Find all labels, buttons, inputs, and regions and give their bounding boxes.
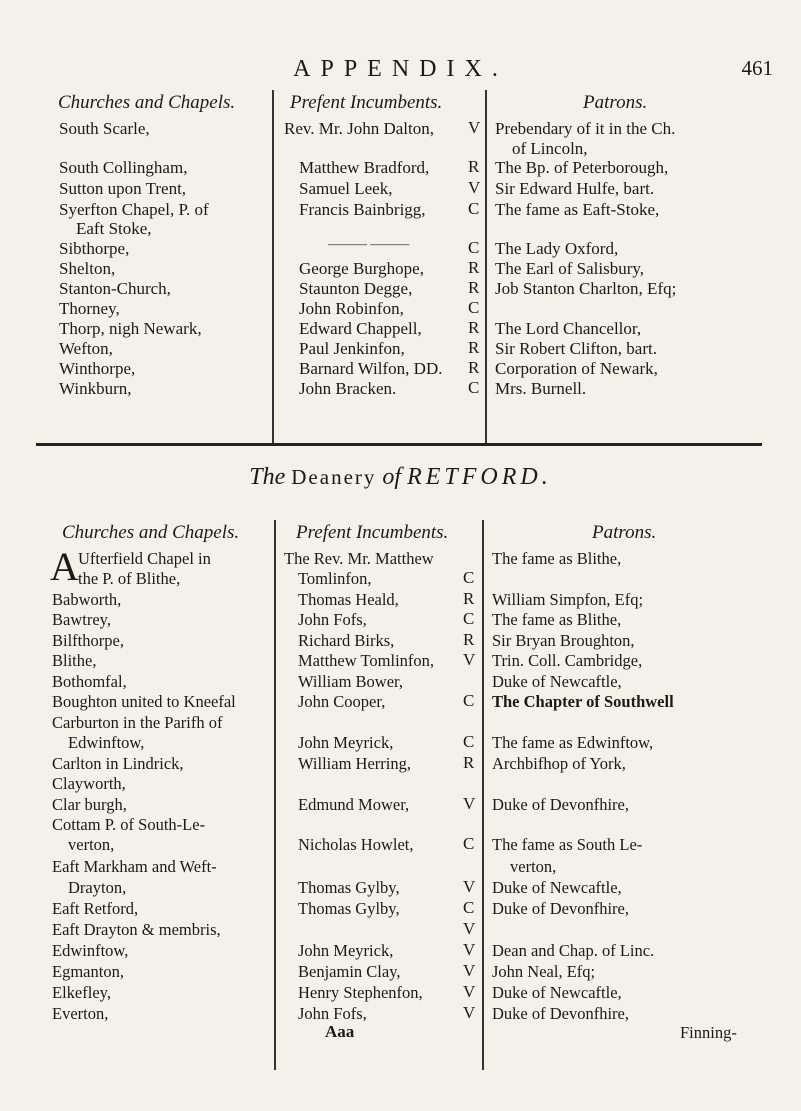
church-entry: Egmanton, [52,962,124,981]
incumbent-entry: William Bower, [298,672,403,691]
column-rule [272,90,274,445]
drop-cap: A [50,544,79,589]
living-type: V [463,982,476,1001]
catchword: Finning- [680,1023,737,1042]
church-entry: Elkefley, [52,983,111,1002]
living-type: R [463,589,475,608]
living-type: V [463,961,476,980]
church-entry: Thorp, nigh Newark, [59,319,202,338]
patron-entry: Sir Edward Hulfe, bart. [495,179,655,198]
column-rule [274,520,276,1070]
patron-entry: Job Stanton Charlton, Efq; [495,279,677,298]
patron-entry: The Chapter of Southwell [492,692,674,711]
patron-entry: The fame as Blithe, [492,549,622,568]
living-type: C [468,378,480,397]
patron-entry: Duke of Devonfhire, [492,795,629,814]
patron-entry: John Neal, Efq; [492,962,596,981]
living-type: C [463,898,475,917]
church-entry: Clar burgh, [52,795,127,814]
church-entry: South Collingham, [59,158,188,177]
incumbent-entry: Barnard Wilfon, DD. [299,359,443,378]
column-rule [485,90,487,445]
church-entry: Sutton upon Trent, [59,179,187,198]
incumbent-entry: John Robinfon, [299,299,404,318]
church-entry: Eaft Retford, [52,899,139,918]
living-type: V [468,118,481,137]
incumbent-entry: Benjamin Clay, [298,962,401,981]
appendix-title: APPENDIX. [293,56,508,82]
patron-entry: Corporation of Newark, [495,359,658,378]
living-type: R [468,358,480,377]
incumbent-entry: Paul Jenkinfon, [299,339,405,358]
incumbent-entry: Henry Stephenfon, [298,983,423,1002]
patron-entry: Duke of Newcaftle, [492,672,622,691]
church-entry: Carlton in Lindrick, [52,754,184,773]
incumbent-entry: Thomas Heald, [298,590,399,609]
column-rule [482,520,484,1070]
living-type: R [468,157,480,176]
incumbent-entry: Staunton Degge, [299,279,413,298]
church-entry: Everton, [52,1004,109,1023]
church-entry-cont: verton, [68,835,115,854]
incumbent-entry: Francis Bainbrigg, [299,200,426,219]
church-entry: Thorney, [59,299,120,318]
church-entry: Syerfton Chapel, P. of [59,200,209,219]
patron-entry: Archbifhop of York, [492,754,626,773]
patron-entry: The Lord Chancellor, [495,319,642,338]
church-entry: Eaft Drayton & membris, [52,920,221,939]
living-type: R [468,258,480,277]
living-type: R [468,278,480,297]
incumbent-entry: John Meyrick, [298,941,394,960]
living-type: V [463,877,476,896]
church-entry-cont: Drayton, [68,878,127,897]
col-heading-churches: Churches and Chapels. [62,522,240,543]
patron-entry: The Lady Oxford, [495,239,619,258]
church-entry-cont: Edwinftow, [68,733,145,752]
signature-mark: Aaa [325,1022,355,1041]
incumbent-entry: Edmund Mower, [298,795,410,814]
patron-entry: Duke of Devonfhire, [492,1004,629,1023]
section-divider [36,443,762,446]
patron-entry: Sir Bryan Broughton, [492,631,635,650]
patron-entry: Duke of Newcaftle, [492,878,622,897]
patron-entry: The Bp. of Peterborough, [495,158,669,177]
church-entry: Boughton united to Kneefal [52,692,236,711]
church-entry: Carburton in the Parifh of [52,713,223,732]
church-entry: Stanton-Church, [59,279,171,298]
patron-entry: The fame as South Le- [492,835,643,854]
living-type: C [468,199,480,218]
incumbent-entry: John Fofs, [298,1004,367,1023]
patron-entry: Duke of Newcaftle, [492,983,622,1002]
church-entry: Wefton, [59,339,113,358]
patron-entry: The Earl of Salisbury, [495,259,645,278]
patron-entry: Trin. Coll. Cambridge, [492,651,643,670]
living-type: V [463,940,476,959]
living-type: C [463,732,475,751]
incumbent-entry: Samuel Leek, [299,179,393,198]
living-type: V [468,178,481,197]
living-type: R [463,630,475,649]
patron-entry: The fame as Blithe, [492,610,622,629]
patron-entry: The fame as Eaft-Stoke, [495,200,660,219]
living-type: C [463,568,475,587]
col-heading-churches: Churches and Chapels. [58,92,236,113]
patron-entry-cont: of Lincoln, [512,139,588,158]
incumbent-blank: ——— ——— [328,236,410,251]
church-entry: Bothomfal, [52,672,127,691]
living-type: V [463,919,476,938]
patron-entry: Sir Robert Clifton, bart. [495,339,657,358]
church-entry-cont: Eaft Stoke, [76,219,152,238]
incumbent-entry: John Fofs, [298,610,367,629]
church-entry: Winkburn, [59,379,132,398]
living-type: V [463,794,476,813]
incumbent-entry: Nicholas Howlet, [298,835,414,854]
church-entry: Cottam P. of South-Le- [52,815,206,834]
patron-entry: Duke of Devonfhire, [492,899,629,918]
incumbent-entry: George Burghope, [299,259,424,278]
col-heading-incumbents: Prefent Incumbents. [290,92,443,113]
church-entry: Blithe, [52,651,97,670]
deanery-heading: The Deanery of RETFORD. [249,464,552,490]
incumbent-entry: John Bracken. [299,379,397,398]
incumbent-entry: John Cooper, [298,692,386,711]
incumbent-entry: Tomlinfon, [298,569,372,588]
incumbent-entry: Matthew Tomlinfon, [298,651,435,670]
living-type: R [468,338,480,357]
patron-entry: Prebendary of it in the Ch. [495,119,676,138]
running-header [0,56,801,83]
living-type: C [463,691,475,710]
living-type: V [463,650,476,669]
col-heading-incumbents: Prefent Incumbents. [296,522,449,543]
patron-entry: Dean and Chap. of Linc. [492,941,655,960]
col-heading-patrons: Patrons. [583,92,648,113]
church-entry: Clayworth, [52,774,126,793]
living-type: C [468,238,480,257]
living-type: C [463,609,475,628]
col-heading-patrons: Patrons. [592,522,657,543]
patron-entry: William Simpfon, Efq; [492,590,644,609]
church-entry: Bawtrey, [52,610,111,629]
incumbent-entry: Matthew Bradford, [299,158,430,177]
church-entry-cont: the P. of Blithe, [78,569,181,588]
church-entry: Sibthorpe, [59,239,130,258]
incumbent-entry: Edward Chappell, [299,319,422,338]
church-entry: Eaft Markham and Weft- [52,857,217,876]
church-entry: Babworth, [52,590,122,609]
incumbent-entry: William Herring, [298,754,411,773]
incumbent-entry: Richard Birks, [298,631,395,650]
church-entry: South Scarle, [59,119,150,138]
incumbent-entry: Rev. Mr. John Dalton, [284,119,435,138]
patron-entry-cont: verton, [510,857,557,876]
page-number: 461 [741,56,773,80]
living-type: R [468,318,480,337]
incumbent-entry: Thomas Gylby, [298,878,400,897]
incumbent-entry: The Rev. Mr. Matthew [284,549,434,568]
living-type: C [463,834,475,853]
incumbent-entry: Thomas Gylby, [298,899,400,918]
living-type: C [468,298,480,317]
church-entry: Ufterfield Chapel in [78,549,211,568]
patron-entry: The fame as Edwinftow, [492,733,654,752]
church-entry: Edwinftow, [52,941,129,960]
living-type: V [463,1003,476,1022]
church-entry: Bilfthorpe, [52,631,124,650]
church-entry: Winthorpe, [59,359,136,378]
living-type: R [463,753,475,772]
patron-entry: Mrs. Burnell. [495,379,587,398]
church-entry: Shelton, [59,259,116,278]
incumbent-entry: John Meyrick, [298,733,394,752]
